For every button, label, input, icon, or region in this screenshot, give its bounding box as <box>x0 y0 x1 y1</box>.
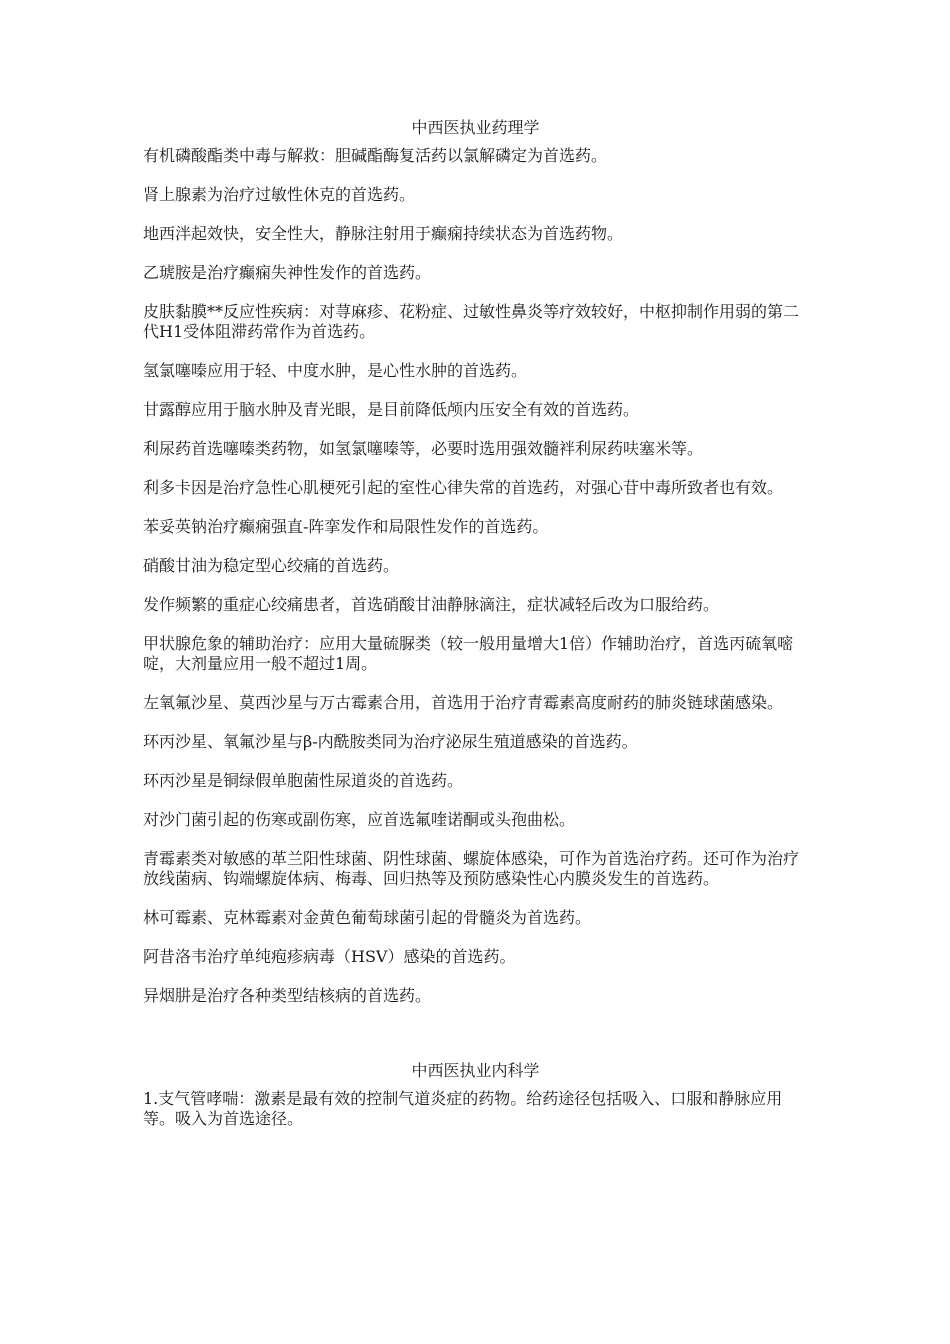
paragraph: 对沙门菌引起的伤寒或副伤寒，应首选氟喹诺酮或头孢曲松。 <box>143 810 576 829</box>
paragraph: 地西泮起效快，安全性大，静脉注射用于癫痫持续状态为首选药物。 <box>143 224 624 243</box>
paragraph: 林可霉素、克林霉素对金黄色葡萄球菌引起的骨髓炎为首选药。 <box>143 908 592 927</box>
section-spacer <box>143 1025 808 1059</box>
document-page <box>143 116 808 1148</box>
paragraph: 环丙沙星是铜绿假单胞菌性尿道炎的首选药。 <box>143 771 464 790</box>
paragraph: 有机磷酸酯类中毒与解救：胆碱酯酶复活药以氯解磷定为首选药。 <box>143 146 608 165</box>
section-internal-medicine <box>143 1059 808 1129</box>
section-title: 中西医执业内科学 <box>411 1061 540 1080</box>
paragraph: 1.支气管哮喘：激素是最有效的控制气道炎症的药物。给药途径包括吸入、口服和静脉应用等。吸入为首选途径。 <box>143 1089 783 1128</box>
paragraph: 氢氯噻嗪应用于轻、中度水肿，是心性水肿的首选药。 <box>143 361 528 380</box>
section-title: 中西医执业药理学 <box>411 118 540 137</box>
paragraph: 青霉素类对敏感的革兰阳性球菌、阴性球菌、螺旋体感染，可作为首选治疗药。还可作为治疗放线菌病、钩端螺旋体病、梅毒、回归热等及预防感染性心内膜炎发生的首选药。 <box>143 849 800 888</box>
paragraph: 硝酸甘油为稳定型心绞痛的首选药。 <box>143 556 400 575</box>
paragraph: 利多卡因是治疗急性心肌梗死引起的室性心律失常的首选药，对强心苷中毒所致者也有效。 <box>143 478 784 497</box>
paragraph: 甘露醇应用于脑水肿及青光眼，是目前降低颅内压安全有效的首选药。 <box>143 400 640 419</box>
paragraph: 甲状腺危象的辅助治疗：应用大量硫脲类（较一般用量增大1倍）作辅助治疗，首选丙硫氧嘧啶，大剂量应用一般不超过1周。 <box>143 634 794 673</box>
paragraph: 发作频繁的重症心绞痛患者，首选硝酸甘油静脉滴注，症状减轻后改为口服给药。 <box>143 595 720 614</box>
paragraph: 阿昔洛韦治疗单纯疱疹病毒（HSV）感染的首选药。 <box>143 947 516 966</box>
paragraph: 利尿药首选噻嗪类药物，如氢氯噻嗪等，必要时选用强效髓袢利尿药呋塞米等。 <box>143 439 704 458</box>
paragraph: 苯妥英钠治疗癫痫强直-阵挛发作和局限性发作的首选药。 <box>143 517 549 536</box>
section-pharmacology <box>143 116 808 1006</box>
paragraph: 肾上腺素为治疗过敏性休克的首选药。 <box>143 185 416 204</box>
paragraph: 左氧氟沙星、莫西沙星与万古霉素合用，首选用于治疗青霉素高度耐药的肺炎链球菌感染。 <box>143 693 784 712</box>
paragraph: 环丙沙星、氧氟沙星与β-内酰胺类同为治疗泌尿生殖道感染的首选药。 <box>143 732 638 751</box>
paragraph: 乙琥胺是治疗癫痫失神性发作的首选药。 <box>143 263 432 282</box>
paragraph: 皮肤黏膜**反应性疾病：对荨麻疹、花粉症、过敏性鼻炎等疗效较好，中枢抑制作用弱的第二代H1受体阻滞药常作为首选药。 <box>143 302 800 341</box>
paragraph: 异烟肼是治疗各种类型结核病的首选药。 <box>143 986 432 1005</box>
